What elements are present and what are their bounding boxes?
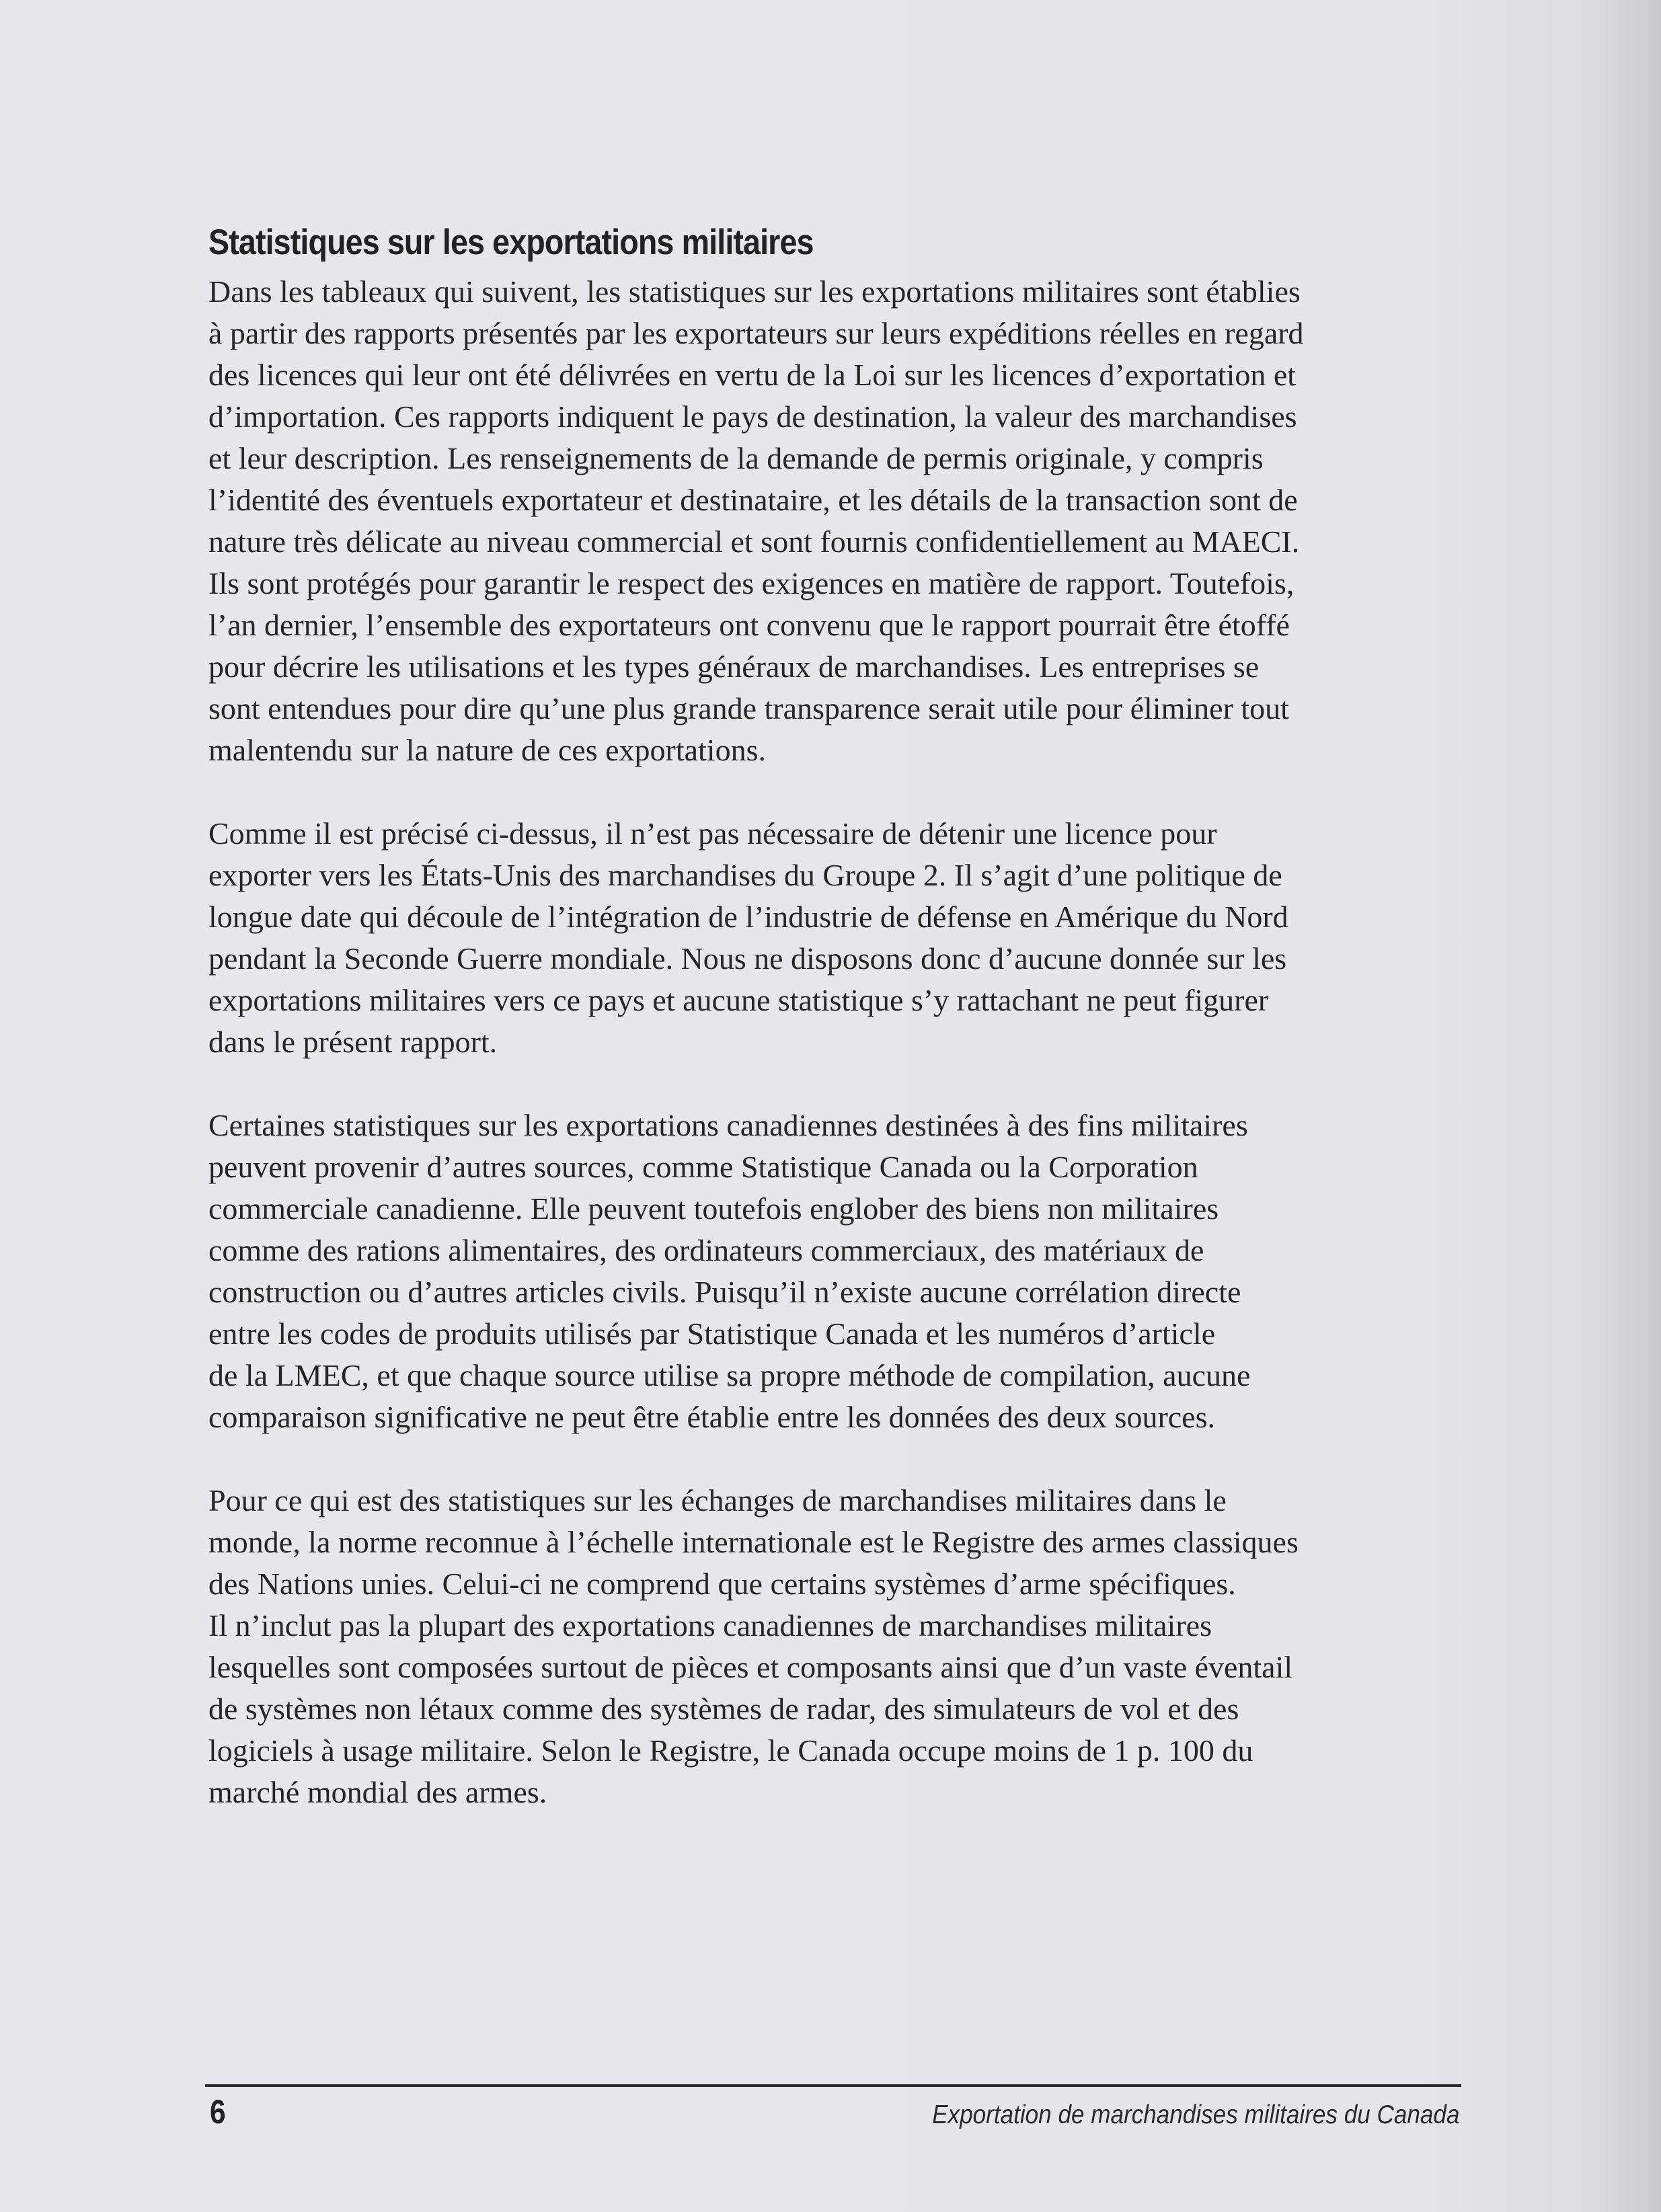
main-content [208, 222, 1473, 1855]
paragraph-2: Comme il est précisé ci-dessus, il n’est pas nécessaire de détenir une licence pour exporter vers les États-Unis des marchandises du Groupe 2. Il s’agit d’une politique de longue date qui découle de l’intégration de l’industrie de défense en Amérique du Nord pendant la Seconde Guerre mondiale. Nous ne disposons donc d’aucune donnée sur les exportations militaires vers ce pays et aucune statistique s’y rattachant ne peut figurer dans le présent rapport. [208, 816, 1288, 1059]
paragraph-1: Dans les tableaux qui suivent, les statistiques sur les exportations militaires sont établies à partir des rapports présentés par les exportateurs sur leurs expéditions réelles en regard des licences qui leur ont été délivrées en vertu de la Loi sur les licences d’exportation et d’importation. Ces rapports indiquent le pays de destination, la valeur des marchandises et leur description. Les renseignements de la demande de permis originale, y compris l’identité des éventuels exportateur et destinataire, et les détails de la transaction sont de nature très délicate au niveau commercial et sont fournis confidentiellement au MAECI. Ils sont protégés pour garantir le respect des exigences en matière de rapport. Toutefois, l’an dernier, l’ensemble des exportateurs ont convenu que le rapport pourrait être étoffé pour décrire les utilisations et les types généraux de marchandises. Les entreprises se sont entendues pour dire qu’une plus grande transparence serait utile pour éliminer tout malentendu sur la nature de ces exportations. [208, 274, 1304, 767]
paragraph-3: Certaines statistiques sur les exportations canadiennes destinées à des fins militaires peuvent provenir d’autres sources, comme Statistique Canada ou la Corporation commerciale canadienne. Elle peuvent toutefois englober des biens non militaires comme des rations alimentaires, des ordinateurs commerciaux, des matériaux de construction ou d’autres articles civils. Puisqu’il n’existe aucune corrélation directe entre les codes de produits utilisés par Statistique Canada et les numéros d’article de la LMEC, et que chaque source utilise sa propre méthode de compilation, aucune comparaison significative ne peut être établie entre les données des deux sources. [208, 1108, 1251, 1434]
paragraph-4: Pour ce qui est des statistiques sur les échanges de marchandises militaires dans le monde, la norme reconnue à l’échelle internationale est le Registre des armes classiques des Nations unies. Celui-ci ne comprend que certains systèmes d’arme spécifiques. Il n’inclut pas la plupart des exportations canadiennes de marchandises militaires lesquelles sont composées surtout de pièces et composants ainsi que d’un vaste éventail de systèmes non létaux comme des systèmes de radar, des simulateurs de vol et des logiciels à usage militaire. Selon le Registre, le Canada occupe moins de 1 p. 100 du marché mondial des armes. [208, 1483, 1299, 1809]
footer-title: Exportation de marchandises militaires du Canada [931, 2100, 1459, 2129]
footer-divider [205, 2084, 1461, 2087]
page-number: 6 [210, 2093, 226, 2131]
section-heading: Statistiques sur les exportations militaires [208, 223, 814, 262]
